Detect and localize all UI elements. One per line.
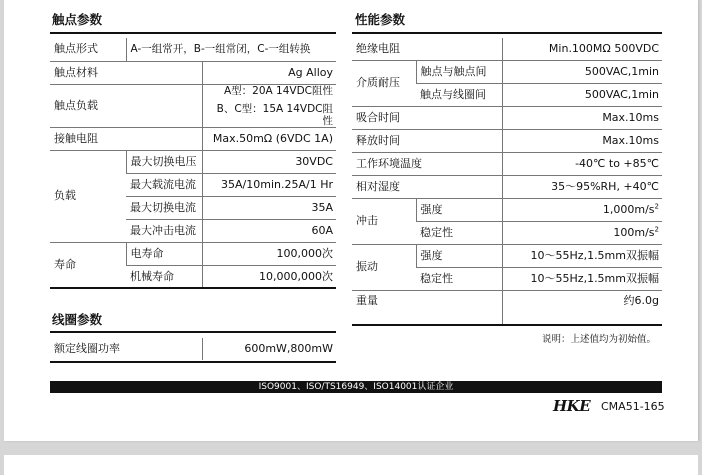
shock-stability-number: 100m/s [613,225,655,239]
max-switch-voltage-value: 30VDC [202,151,336,174]
table-row [50,128,336,151]
coil-bottom-rule [50,361,336,363]
contact-section-title: 触点参数 [52,12,103,27]
resistance-value: Max.50mΩ (6VDC 1A) [202,128,336,151]
coil-power-value: 600mW,800mW [202,338,336,360]
table-row [352,61,662,84]
vibration-strength-value: 10～55Hz,1.5mm双振幅 [502,245,662,268]
shock-stability-label: 稳定性 [416,222,502,245]
electrical-life-value: 100,000次 [202,243,336,266]
vibration-label: 振动 [352,245,416,291]
load-bc-value: B、C型：15A 14VDC阻性 [216,103,333,128]
max-carry-current-label: 最大载流电流 [126,174,202,197]
table-row [50,38,336,62]
max-inrush-label: 最大冲击电流 [126,220,202,243]
table-row [352,199,662,222]
temperature-value: -40℃ to +85℃ [502,153,662,176]
material-value: Ag Alloy [202,62,336,85]
between-contacts-label: 触点与触点间 [416,61,502,84]
shock-strength-value [502,199,662,222]
table-row [50,62,336,85]
contact-table [50,38,336,288]
certification-bar: ISO9001、ISO/TS16949、ISO14001认证企业 [50,381,662,393]
load-value [202,85,336,128]
temperature-label: 工作环境温度 [352,153,502,176]
max-carry-current-value: 35A/10min.25A/1 Hr [202,174,336,197]
load-a-value: A型：20A 14VDC阻性 [223,85,333,97]
humidity-value: 35～95%RH, +40℃ [502,176,662,199]
load-label: 触点负载 [50,85,202,128]
weight-label: 重量 [352,291,502,326]
shock-stability-unit-sup: 2 [654,225,659,234]
table-row [352,291,662,326]
table-row [352,38,662,61]
next-page-edge [4,455,698,475]
contact-top-rule [50,32,336,34]
table-row [50,151,336,174]
load-group-label: 负载 [50,151,126,243]
form-value: A-一组常开，B-一组常闭，C-一组转换 [126,38,336,62]
coil-table [50,338,336,360]
shock-strength-label: 强度 [416,199,502,222]
max-inrush-value: 60A [202,220,336,243]
mechanical-life-value: 10,000,000次 [202,266,336,289]
insulation-label: 绝缘电阻 [356,41,400,55]
datasheet-page [4,0,698,441]
shock-strength-unit-sup: 2 [654,202,659,211]
coil-top-rule [50,331,336,333]
mechanical-life-label: 机械寿命 [126,266,202,289]
table-row [352,245,662,268]
between-contacts-value: 500VAC,1min [502,61,662,84]
performance-table [352,38,662,325]
vibration-stability-label: 稳定性 [416,268,502,291]
dielectric-label: 介质耐压 [352,61,416,107]
vibration-strength-label: 强度 [416,245,502,268]
table-row [352,130,662,153]
humidity-label: 相对湿度 [352,176,502,199]
shock-strength-number: 1,000m/s [602,202,655,216]
hke-logo: HKE [553,397,591,415]
performance-section-title: 性能参数 [355,12,406,27]
contact-coil-value: 500VAC,1min [502,84,662,107]
shock-stability-value [502,222,662,245]
operate-time-label: 吸合时间 [352,107,502,130]
max-switch-current-value: 35A [202,197,336,220]
release-time-label: 释放时间 [352,130,502,153]
table-row [352,107,662,130]
contact-coil-label: 触点与线圈间 [416,84,502,107]
resistance-label: 接触电阻 [50,128,202,151]
insulation-value: Min.100MΩ 500VDC [502,38,662,61]
life-group-label: 寿命 [50,243,126,289]
operate-time-value: Max.10ms [502,107,662,130]
document-code: CMA51-165 [601,400,665,413]
performance-top-rule [352,32,662,34]
coil-power-label: 额定线圈功率 [54,341,120,355]
weight-value: 约6.0g [502,291,662,326]
shock-label: 冲击 [352,199,416,245]
note-text: 说明：上述值均为初始值。 [541,334,656,345]
release-time-value: Max.10ms [502,130,662,153]
table-row [50,338,336,360]
table-row [50,243,336,266]
max-switch-current-label: 最大切换电流 [126,197,202,220]
max-switch-voltage-label: 最大切换电压 [126,151,202,174]
table-row [352,153,662,176]
vibration-stability-value: 10～55Hz,1.5mm双振幅 [502,268,662,291]
electrical-life-label: 电寿命 [126,243,202,266]
table-row [50,85,336,128]
form-label: 触点形式 [54,42,98,56]
material-label: 触点材料 [50,62,202,85]
contact-bottom-rule [50,287,336,289]
performance-bottom-rule [352,324,662,326]
coil-section-title: 线圈参数 [52,312,103,327]
table-row [352,176,662,199]
